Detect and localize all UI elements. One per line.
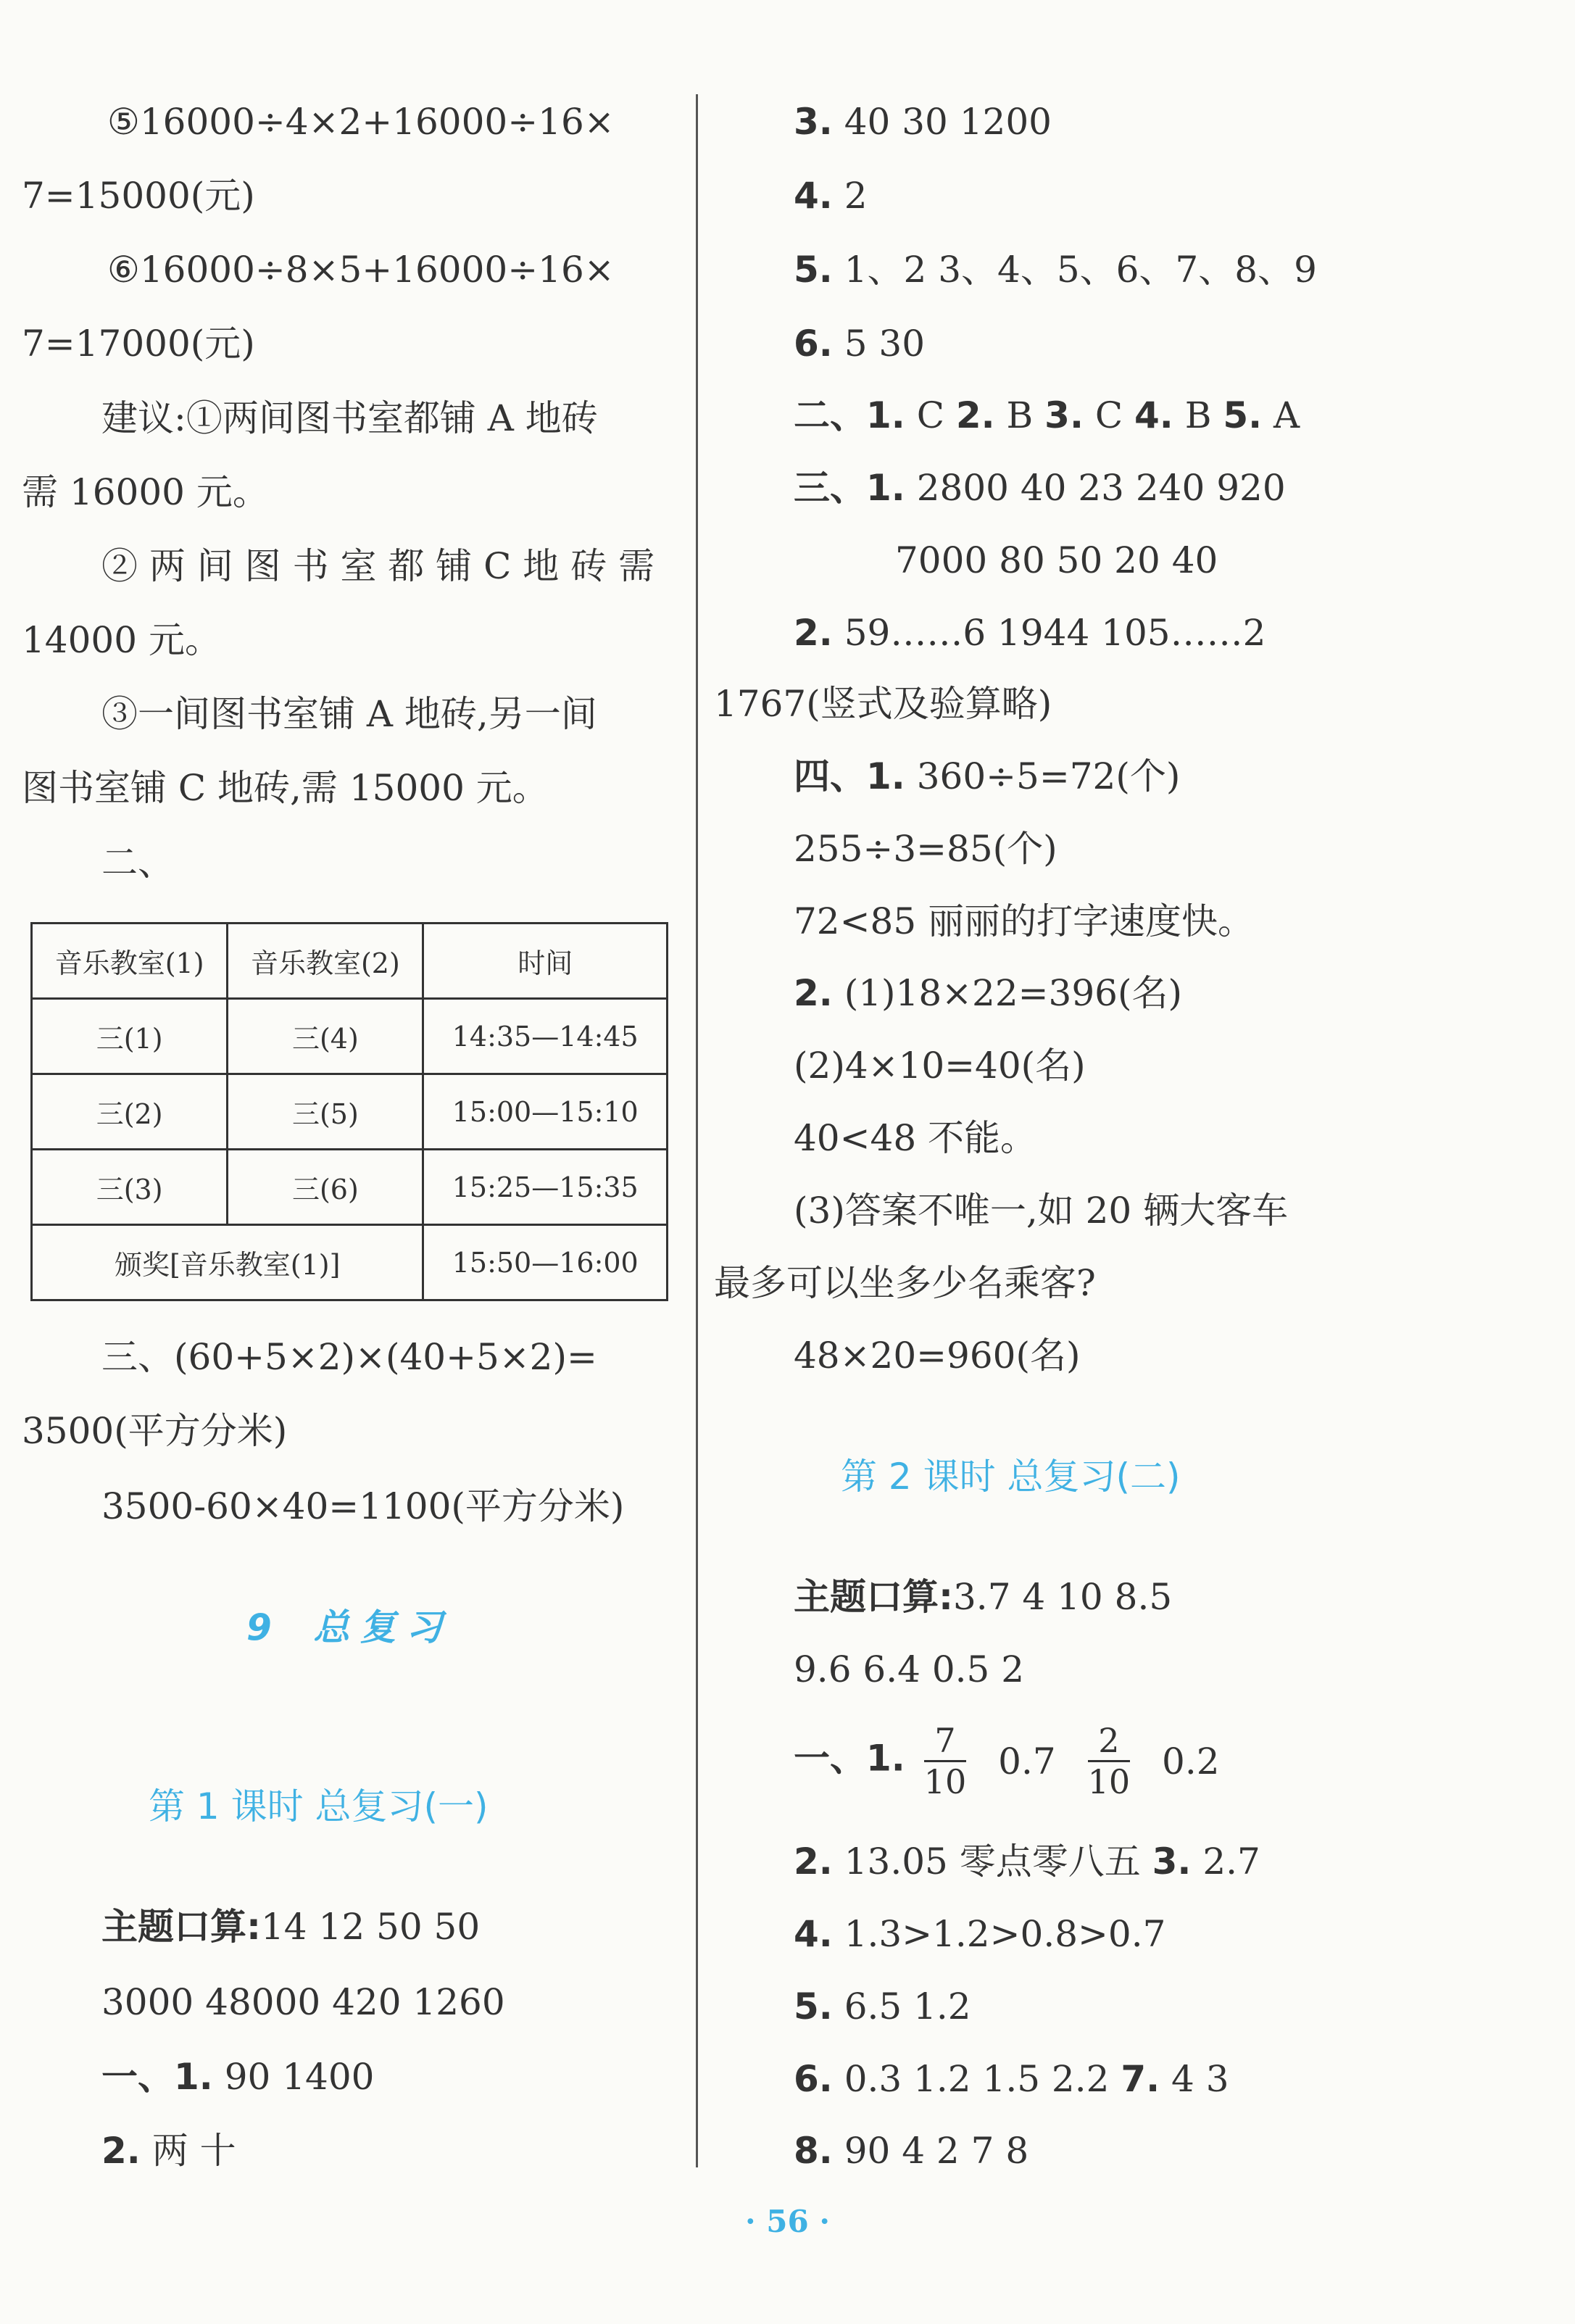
unit-title: 总复习: [313, 1606, 453, 1648]
item-value: 90 1400: [212, 2056, 375, 2098]
answer-line: 7000 80 50 20 40: [895, 539, 1218, 581]
item-label: 3.: [1044, 394, 1084, 436]
item-label: 2.: [101, 2130, 141, 2172]
item-value: 2: [832, 175, 868, 217]
answer-line: [794, 2130, 1029, 2172]
table-cell: 颁奖[音乐教室(1)]: [32, 1225, 423, 1300]
answer-line: [794, 1576, 1173, 1618]
item-value: 两 十: [140, 2130, 236, 2172]
table-row: [32, 1150, 668, 1225]
answer-line: 图书室铺 C 地砖,需 15000 元。: [22, 767, 549, 809]
answer-line: ② 两 间 图 书 室 都 铺 C 地 砖 需: [101, 545, 655, 587]
answer-line: 40<48 不能。: [794, 1117, 1037, 1159]
item-value: 40 30 1200: [832, 101, 1052, 143]
answer-line: [794, 1913, 1166, 1955]
answer-line: 需 16000 元。: [22, 471, 269, 513]
answer-line: 3000 48000 420 1260: [101, 1981, 505, 2023]
item-value: (1)18×22=396(名): [832, 972, 1182, 1014]
item-label: 主题口算:: [794, 1576, 953, 1618]
answer-line: [794, 1840, 1260, 1883]
answer-line: 三、(60+5×2)×(40+5×2)=: [101, 1336, 597, 1378]
item-label: 6.: [794, 323, 833, 365]
item-value: A: [1262, 394, 1300, 436]
answer-line: (3)答案不唯一,如 20 辆大客车: [794, 1190, 1289, 1232]
unit-number: 9: [246, 1606, 272, 1648]
lesson-heading: 第 1 课时 总复习(一): [149, 1785, 489, 1827]
item-value: 3.7 4 10 8.5: [953, 1576, 1173, 1618]
lesson-heading: 第 2 课时 总复习(二): [841, 1456, 1181, 1498]
unit-heading: [246, 1606, 453, 1648]
answer-line: 255÷3=85(个): [794, 828, 1057, 870]
table-row: [32, 1225, 668, 1300]
item-value: 13.05 零点零八五: [832, 1840, 1152, 1883]
fraction-numerator: 2: [1098, 1721, 1120, 1760]
column-divider: [696, 94, 698, 2167]
answer-line: [794, 755, 1181, 797]
table-row: [32, 999, 668, 1074]
fraction-numerator: 7: [934, 1721, 956, 1760]
answer-line: ⑤16000÷4×2+16000÷16×: [107, 101, 615, 143]
fraction: [923, 1721, 967, 1801]
item-label: 4.: [1134, 394, 1173, 436]
table-row: [32, 1074, 668, 1150]
answer-line: [794, 2058, 1229, 2100]
table-header-cell: 时间: [423, 924, 668, 999]
table-cell: 三(6): [228, 1150, 423, 1225]
item-value: C: [905, 394, 956, 436]
table-cell: 三(2): [32, 1074, 228, 1150]
item-label: 一、1.: [101, 2056, 213, 2098]
section-heading: 二、: [101, 842, 174, 884]
item-value: C: [1083, 394, 1135, 436]
table-cell: 14:35—14:45: [423, 999, 668, 1074]
item-value: 2.7: [1191, 1840, 1260, 1883]
item-label: 2.: [794, 612, 833, 654]
table-cell: 三(5): [228, 1074, 423, 1150]
page-number: · 56 ·: [745, 2204, 830, 2239]
item-label: 7.: [1121, 2058, 1160, 2100]
table-header-row: [32, 924, 668, 999]
item-value: 4 3: [1160, 2058, 1229, 2100]
answer-line: [794, 175, 868, 217]
answer-line: 7=15000(元): [22, 175, 255, 217]
item-label: 二、1.: [794, 394, 905, 436]
answer-line: ③一间图书室铺 A 地砖,另一间: [101, 693, 597, 735]
item-value: 59……6 1944 105……2: [832, 612, 1266, 654]
answer-line: 1767(竖式及验算略): [714, 683, 1052, 725]
item-label: 四、1.: [794, 755, 905, 797]
item-value: 0.3 1.2 1.5 2.2: [832, 2058, 1121, 2100]
answer-line: (2)4×10=40(名): [794, 1045, 1086, 1087]
answer-line: 最多可以坐多少名乘客?: [714, 1262, 1096, 1304]
answer-line: 72<85 丽丽的打字速度快。: [794, 900, 1255, 942]
table-header-cell: 音乐教室(1): [32, 924, 228, 999]
fraction: [1087, 1721, 1131, 1801]
answer-line: [794, 1985, 971, 2028]
table-cell: 15:25—15:35: [423, 1150, 668, 1225]
table-cell: 15:50—16:00: [423, 1225, 668, 1300]
schedule-table: [30, 922, 668, 1301]
answer-line: 48×20=960(名): [794, 1335, 1081, 1377]
answer-line: [794, 612, 1266, 654]
answer-line: 14000 元。: [22, 619, 221, 661]
item-label: 5.: [794, 249, 833, 291]
item-value: 2800 40 23 240 920: [905, 467, 1286, 509]
item-value: 5 30: [832, 323, 926, 365]
item-label: 3.: [794, 101, 833, 143]
answer-line: [794, 323, 926, 365]
table-cell: 三(1): [32, 999, 228, 1074]
table-header-cell: 音乐教室(2): [228, 924, 423, 999]
answer-line: [794, 249, 1317, 291]
answer-line: ⑥16000÷8×5+16000÷16×: [107, 249, 615, 291]
answer-line: 7=17000(元): [22, 323, 255, 365]
table-cell: 15:00—15:10: [423, 1074, 668, 1150]
table-cell: 三(3): [32, 1150, 228, 1225]
item-label: 2.: [794, 972, 833, 1014]
item-value: 14 12 50 50: [261, 1906, 481, 1948]
item-label: 三、1.: [794, 467, 905, 509]
item-value: 0.2: [1162, 1740, 1220, 1783]
item-label: 8.: [794, 2130, 833, 2172]
answer-line: [794, 467, 1286, 509]
item-label: 6.: [794, 2058, 833, 2100]
item-value: 1.3>1.2>0.8>0.7: [832, 1913, 1166, 1955]
item-label: 3.: [1152, 1840, 1192, 1883]
answer-line: 建议:①两间图书室都铺 A 地砖: [101, 397, 598, 439]
answer-line: [794, 972, 1182, 1014]
answer-line: [101, 2056, 375, 2098]
item-value: B: [1173, 394, 1223, 436]
item-label: 一、1.: [794, 1737, 905, 1780]
answer-line: 9.6 6.4 0.5 2: [794, 1648, 1025, 1690]
item-label: 5.: [1223, 394, 1263, 436]
item-value: 6.5 1.2: [832, 1985, 971, 2028]
item-value: B: [994, 394, 1045, 436]
item-label: 5.: [794, 1985, 833, 2028]
answer-line: 3500-60×40=1100(平方分米): [101, 1485, 625, 1527]
fraction-denominator: 10: [1087, 1762, 1131, 1801]
answer-line: [794, 101, 1052, 143]
item-value: 1、2 3、4、5、6、7、8、9: [832, 249, 1317, 291]
item-label: 主题口算:: [101, 1906, 261, 1948]
table-cell: 三(4): [228, 999, 423, 1074]
fraction-denominator: 10: [923, 1762, 967, 1801]
answer-line: [794, 394, 1300, 436]
answer-line: [101, 2130, 236, 2172]
item-value: 360÷5=72(个): [905, 755, 1181, 797]
item-label: 4.: [794, 1913, 833, 1955]
item-value: 90 4 2 7 8: [832, 2130, 1029, 2172]
item-label: 4.: [794, 175, 833, 217]
item-label: 2.: [794, 1840, 833, 1883]
item-label: 2.: [955, 394, 995, 436]
answer-line: 3500(平方分米): [22, 1410, 288, 1452]
item-value: 0.7: [998, 1740, 1056, 1783]
answer-line: [794, 1721, 1220, 1801]
answer-line: [101, 1906, 481, 1948]
